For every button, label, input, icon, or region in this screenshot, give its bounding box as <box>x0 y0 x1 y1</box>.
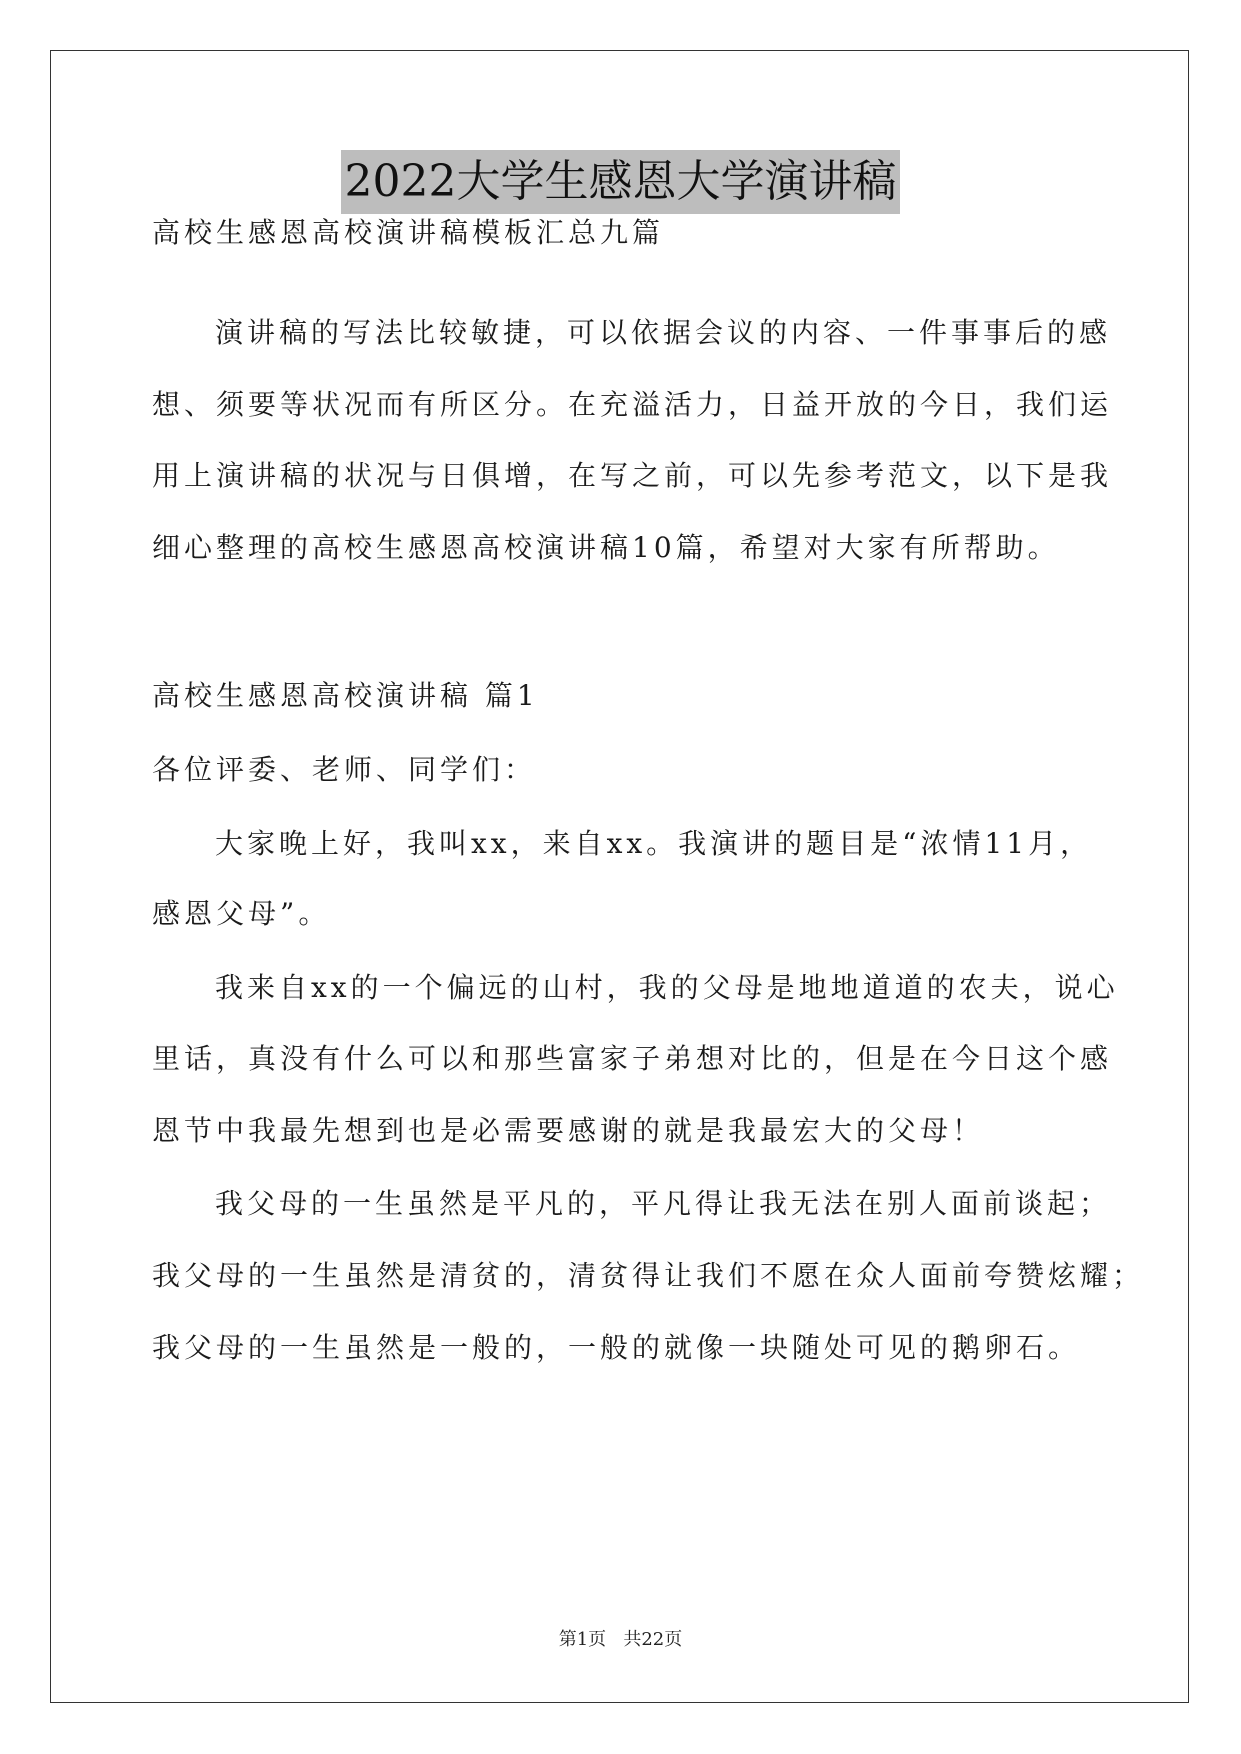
paragraph-line: 里话，真没有什么可以和那些富家子弟想对比的，但是在今日这个感 <box>152 1042 1113 1075</box>
paragraph-line: 演讲稿的写法比较敏捷，可以依据会议的内容、一件事事后的感 <box>215 316 1112 349</box>
document-title: 2022大学生感恩大学演讲稿 <box>341 150 901 214</box>
paragraph-line: 想、须要等状况而有所区分。在充溢活力，日益开放的今日，我们运 <box>152 388 1113 421</box>
paragraph-line: 用上演讲稿的状况与日俱增，在写之前，可以先参考范文，以下是我 <box>152 459 1113 492</box>
paragraph-line: 我父母的一生虽然是平凡的，平凡得让我无法在别人面前谈起； <box>215 1187 1112 1220</box>
title-wrapper <box>0 150 1241 214</box>
paragraph-line: 我父母的一生虽然是一般的，一般的就像一块随处可见的鹅卵石。 <box>152 1331 1081 1364</box>
section-heading: 高校生感恩高校演讲稿 篇1 <box>152 679 539 712</box>
page-footer: 第1页 共22页 <box>558 1629 683 1650</box>
greeting-line: 各位评委、老师、同学们： <box>152 753 537 786</box>
subtitle-line: 高校生感恩高校演讲稿模板汇总九篇 <box>152 216 665 249</box>
paragraph-line: 感恩父母”。 <box>152 897 331 930</box>
paragraph-line: 我父母的一生虽然是清贫的，清贫得让我们不愿在众人面前夸赞炫耀； <box>152 1259 1145 1292</box>
paragraph-line: 大家晚上好，我叫xx，来自xx。我演讲的题目是“浓情11月， <box>215 827 1093 860</box>
paragraph-line: 恩节中我最先想到也是必需要感谢的就是我最宏大的父母！ <box>152 1114 985 1147</box>
paragraph-line: 我来自xx的一个偏远的山村，我的父母是地地道道的农夫，说心 <box>215 971 1119 1004</box>
paragraph-line: 细心整理的高校生感恩高校演讲稿10篇，希望对大家有所帮助。 <box>152 531 1060 564</box>
page-border <box>50 50 1189 1703</box>
